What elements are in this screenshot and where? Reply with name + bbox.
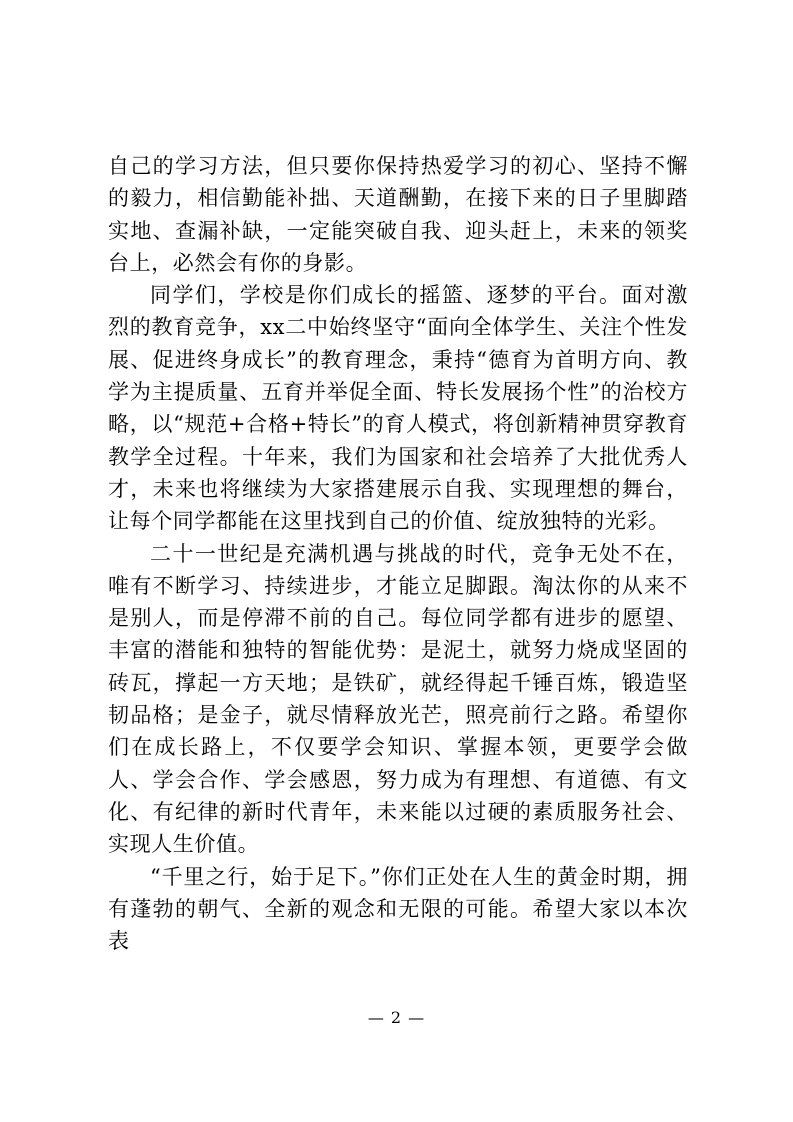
page-number: — 2 — (367, 1008, 426, 1027)
paragraph-1: 自己的学习方法，但只要你保持热爱学习的初心、坚持不懈的毅力，相信勤能补拙、天道酬勤，在接下来的日子里脚踏实地、查漏补缺，一定能突破自我、迎头赶上，未来的领奖台上，必然会有你的身影。 (108, 154, 688, 275)
paragraph-4: “千里之行，始于足下。”你们正处在人生的黄金时期，拥有蓬勃的朝气、全新的观念和无限的可能。希望大家以本次表 (108, 864, 688, 954)
paragraph-3: 二十一世纪是充满机遇与挑战的时代，竞争无处不在，唯有不断学习、持续进步，才能立足脚跟。淘汰你的从来不是别人，而是停滞不前的自己。每位同学都有进步的愿望、丰富的潜能和独特的智能优势：是泥土，就努力烧成坚固的砖瓦，撑起一方天地；是铁矿，就经得起千锤百炼，锻造坚韧品格；是金子，就尽情释放光芒，照亮前行之路。希望你们在成长路上，不仅要学会知识、掌握本领，更要学会做人、学会合作、学会感恩，努力成为有理想、有道德、有文化、有纪律的新时代青年，未来能以过硬的素质服务社会、实现人生价值。 (108, 541, 688, 857)
body-text (108, 150, 688, 957)
paragraph-2: 同学们，学校是你们成长的摇篮、逐梦的平台。面对激烈的教育竞争，xx二中始终坚守“面向全体学生、关注个性发展、促进终身成长”的教育理念，秉持“德育为首明方向、教学为主提质量、五育并举促全面、特长发展扬个性”的治校方略，以“规范+合格+特长”的育人模式，将创新精神贯穿教育教学全过程。十年来，我们为国家和社会培养了大批优秀人才，未来也将继续为大家搭建展示自我、实现理想的舞台，让每个同学都能在这里找到自己的价值、绽放独特的光彩。 (108, 283, 688, 534)
